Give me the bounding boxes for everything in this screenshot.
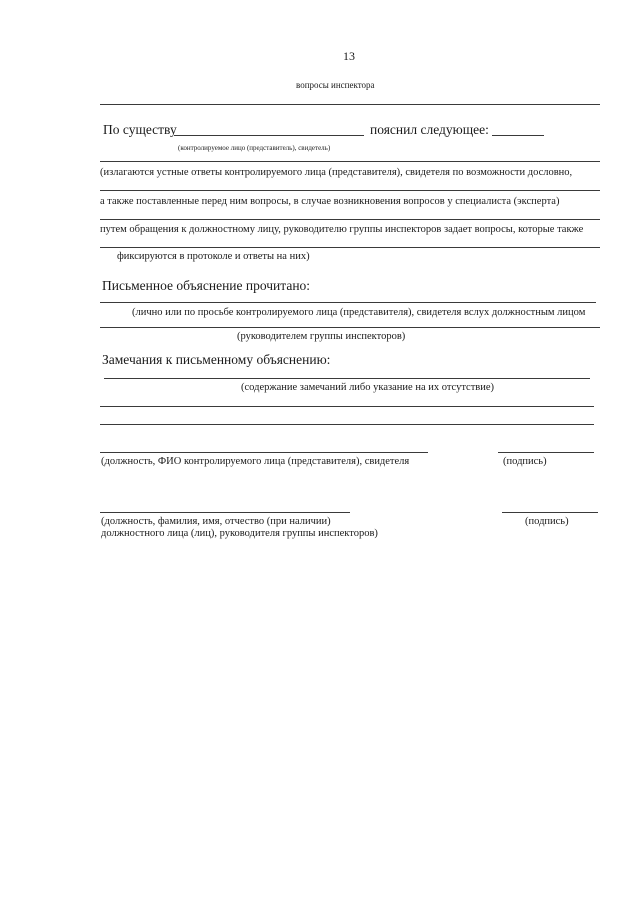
instruction-line: путем обращения к должностному лицу, руководителю группы инспекторов задает вопросы, которые также	[100, 224, 584, 235]
substance-prefix: По существу	[103, 122, 177, 137]
instruction-line: а также поставленные перед ним вопросы, в случае возникновения вопросов у специалиста (эксперта)	[100, 196, 560, 207]
remarks-line-2[interactable]	[100, 406, 594, 407]
remarks-line-1[interactable]	[104, 378, 590, 379]
remarks-line-3[interactable]	[100, 424, 594, 425]
official-signature-caption-1: (должность, фамилия, имя, отчество (при наличии)	[101, 516, 331, 527]
explanation-start-field[interactable]	[492, 135, 544, 136]
read-line-1[interactable]	[100, 302, 596, 303]
official-sign-caption: (подпись)	[525, 516, 569, 527]
remarks-heading: Замечания к письменному объяснению:	[102, 352, 331, 367]
official-signature-line[interactable]	[100, 512, 350, 513]
read-hint-2: (руководителем группы инспекторов)	[237, 331, 406, 342]
person-sign-line[interactable]	[498, 452, 594, 453]
answer-line-1[interactable]	[100, 161, 600, 162]
person-signature-line[interactable]	[100, 452, 428, 453]
answer-line-3[interactable]	[100, 219, 600, 220]
read-hint-1: (лично или по просьбе контролируемого лица (представителя), свидетеля вслух должностным лицом	[132, 307, 586, 318]
official-sign-line[interactable]	[502, 512, 598, 513]
page-number: 13	[343, 49, 355, 63]
instruction-line: фиксируются в протоколе и ответы на них)	[117, 251, 310, 262]
person-role-field[interactable]	[174, 135, 364, 136]
remarks-hint: (содержание замечаний либо указание на их отсутствие)	[241, 382, 495, 393]
role-hint: (контролируемое лицо (представитель), свидетель)	[178, 144, 331, 152]
person-sign-caption: (подпись)	[503, 456, 547, 467]
official-signature-caption-2: должностного лица (лиц), руководителя группы инспекторов)	[101, 528, 378, 539]
substance-middle: пояснил следующее:	[370, 122, 489, 137]
person-signature-caption: (должность, ФИО контролируемого лица (представителя), свидетеля	[101, 456, 410, 467]
read-heading: Письменное объяснение прочитано:	[102, 278, 311, 293]
questions-caption: вопросы инспектора	[296, 80, 375, 90]
answer-line-4[interactable]	[100, 247, 600, 248]
read-line-2[interactable]	[100, 327, 600, 328]
answer-line-2[interactable]	[100, 190, 600, 191]
top-rule	[100, 104, 600, 105]
instruction-line: (излагаются устные ответы контролируемого лица (представителя), свидетеля по возможности дословно,	[100, 167, 573, 178]
